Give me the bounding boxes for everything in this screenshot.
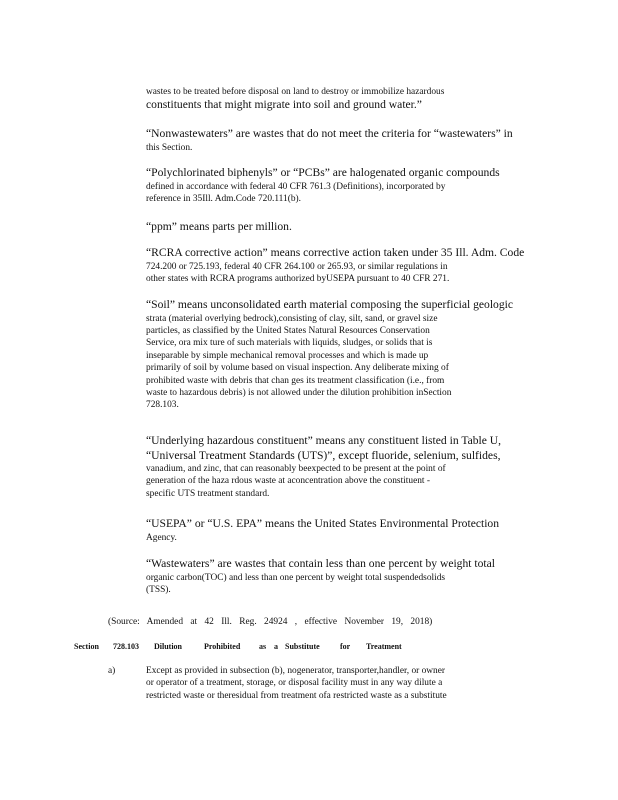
text-line: or operator of a treatment, storage, or disposal facility must in any way dilute a — [146, 678, 443, 689]
text-line: Agency. — [146, 532, 177, 543]
text-line: defined in accordance with federal 40 CFR 761.3 (Definitions), incorporated by — [146, 181, 446, 192]
text-line: other states with RCRA programs authorized byUSEPA pursuant to 40 CFR 271. — [146, 273, 450, 284]
section-title-word: Treatment — [366, 642, 402, 651]
text-line: “Underlying hazardous constituent” means any constituent listed in Table U, — [146, 434, 502, 447]
definition-nonwastewaters — [146, 127, 532, 154]
text-line: “Wastewaters” are wastes that contain less than one percent by weight total — [146, 557, 496, 570]
text-line: particles, as classified by the United States Natural Resources Conservation — [146, 325, 430, 336]
text-line: specific UTS treatment standard. — [146, 488, 270, 499]
section-title-word: Dilution — [154, 642, 183, 651]
text-line: “USEPA” or “U.S. EPA” means the United States Environmental Protection — [146, 517, 500, 530]
definition-soil — [146, 298, 532, 412]
text-line: “Universal Treatment Standards (UTS)”, except fluoride, selenium, sulfides, — [146, 448, 501, 462]
text-line: 724.200 or 725.193, federal 40 CFR 264.100 or 265.93, or similar regulations in — [146, 261, 448, 272]
text-line: “Soil” means unconsolidated earth material composing the superficial geologic — [146, 298, 514, 311]
subsection-a-text — [146, 665, 532, 702]
section-title-word: a — [274, 642, 278, 651]
subsection-label: a) — [108, 666, 116, 676]
definition-usepa — [146, 517, 532, 544]
definition-wastewaters — [146, 557, 532, 596]
text-line: “ppm” means parts per million. — [146, 220, 292, 233]
definition-underlying-hazardous-constituent — [146, 434, 532, 500]
text-line: constituents that might migrate into soil and ground water.” — [146, 98, 422, 112]
definition-pcbs — [146, 166, 532, 205]
text-line: inseparable by simple mechanical removal processes and which is made up — [146, 350, 429, 361]
text-line: Service, ora mix ture of such materials with liquids, sludges, or solids that is — [146, 338, 433, 349]
text-line: “Nonwastewaters” are wastes that do not meet the criteria for “wastewaters” in — [146, 127, 513, 140]
text-line: generation of the haza rdous waste at aconcentration above the constituent - — [146, 476, 431, 487]
text-line: wastes to be treated before disposal on land to destroy or immobilize hazardous — [146, 87, 445, 97]
text-line: strata (material overlying bedrock),consisting of clay, silt, sand, or gravel size — [146, 313, 438, 324]
text-line: organic carbon(TOC) and less than one percent by weight total suspendedsolids — [146, 572, 446, 583]
text-line: this Section. — [146, 142, 193, 153]
text-line: “Polychlorinated biphenyls” or “PCBs” are halogenated organic compounds — [146, 166, 500, 179]
section-title-word: Prohibited — [204, 642, 241, 651]
text-line: 728.103. — [146, 400, 179, 411]
text-line: waste to hazardous debris) is not allowed under the dilution prohibition inSection — [146, 387, 452, 398]
section-title-word: for — [340, 642, 351, 651]
text-line: reference in 35Ill. Adm.Code 720.111(b). — [146, 193, 301, 204]
text-line: vanadium, and zinc, that can reasonably beexpected to be present at the point of — [146, 464, 446, 474]
text-line: primarily of soil by volume based on visual inspection. Any deliberate mixing of — [146, 363, 449, 374]
section-title-word: as — [259, 642, 267, 651]
definition-rcra — [146, 246, 532, 285]
section-title-word: Substitute — [285, 642, 320, 651]
section-label: Section — [74, 642, 99, 651]
text-line: restricted waste or theresidual from treatment ofa restricted waste as a substitute — [146, 690, 447, 701]
definition-ppm — [146, 220, 532, 235]
text-line: “RCRA corrective action” means corrective action taken under 35 Ill. Adm. Code — [146, 246, 525, 259]
source-note: (Source: Amended at 42 Ill. Reg. 24924 , effective November 19, 2018) — [108, 617, 433, 627]
section-number: 728.103 — [113, 642, 139, 651]
text-line: prohibited waste with debris that chan ges its treatment classification (i.e., from — [146, 375, 445, 386]
text-line: Except as provided in subsection (b), nogenerator, transporter,handler, or owner — [146, 666, 446, 676]
definition-wastes-continued — [146, 86, 532, 113]
text-line: (TSS). — [146, 584, 171, 595]
